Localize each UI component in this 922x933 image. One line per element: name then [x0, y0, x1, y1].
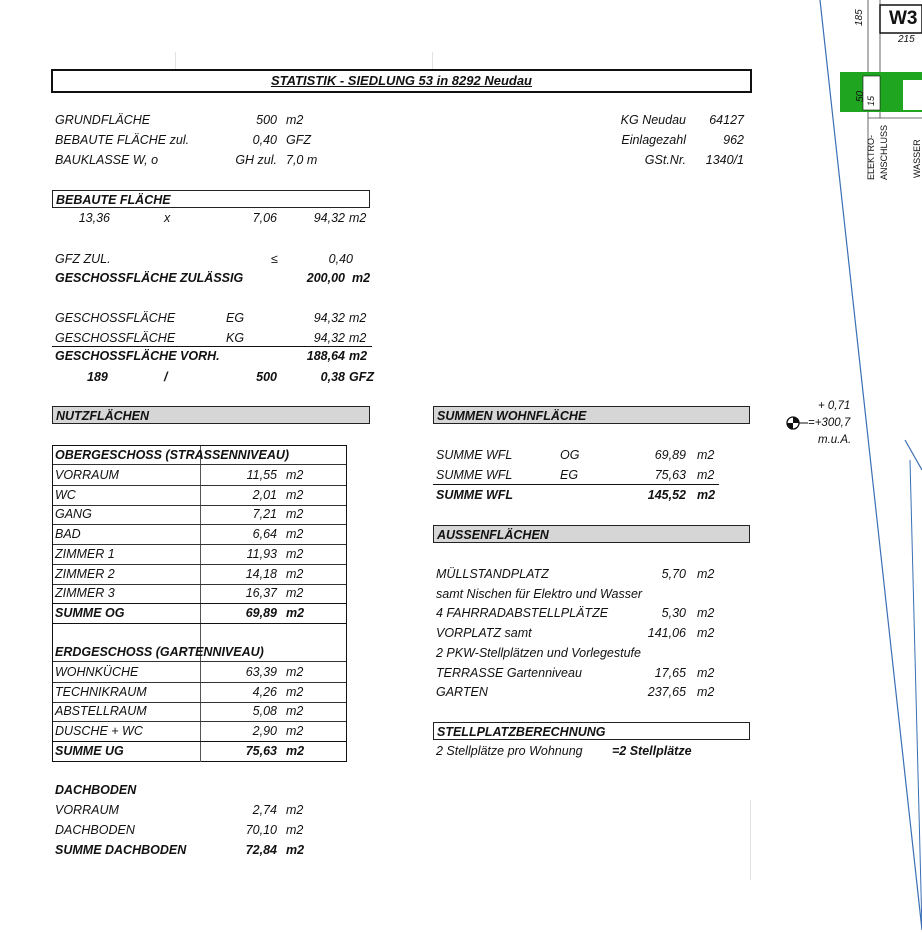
info-unit: 7,0 m	[286, 153, 318, 167]
wfl-label: SUMME WFL	[436, 468, 513, 482]
dach-label: DACHBODEN	[55, 823, 135, 837]
room-unit: m2	[286, 724, 304, 739]
dim-15: 15	[866, 95, 876, 106]
dach-value: 70,10	[245, 823, 277, 837]
room-unit: m2	[286, 468, 304, 482]
info-value: 962	[723, 133, 744, 147]
dach-header: DACHBODEN	[55, 783, 137, 797]
dach-label: VORRAUM	[55, 803, 119, 817]
aussen-value: 5,70	[661, 567, 686, 581]
eg-total-label: SUMME UG	[55, 744, 124, 758]
room-label: VORRAUM	[55, 468, 119, 482]
marker-top: W3	[889, 8, 918, 29]
geschoss-value: 94,32	[313, 331, 345, 345]
level-marker-icon	[786, 414, 808, 434]
room-value: 63,39	[245, 665, 277, 679]
bebaute-a: 13,36	[78, 211, 110, 225]
geschoss-value: 94,32	[313, 311, 345, 325]
room-unit: m2	[286, 684, 304, 699]
info-value: 64127	[709, 113, 744, 127]
calc-b: 500	[256, 370, 277, 384]
info-value: 500	[256, 113, 277, 127]
nutzflaechen-header: NUTZFLÄCHEN	[52, 406, 370, 424]
eg-total-value: 75,63	[245, 744, 277, 758]
bebaute-x: x	[164, 211, 171, 225]
guide-line	[750, 800, 751, 880]
aussen-header: AUSSENFLÄCHEN	[433, 525, 750, 543]
wfl-level: EG	[560, 468, 579, 482]
dim-215: 215	[898, 34, 915, 45]
room-value: 2,90	[252, 724, 277, 739]
aussen-unit: m2	[697, 626, 715, 641]
dim-185: 185	[854, 9, 865, 26]
wfl-total-label: SUMME WFL	[436, 488, 514, 502]
calc-a: 189	[87, 370, 108, 384]
geschoss-total-label: GESCHOSSFLÄCHE VORH.	[55, 349, 220, 363]
gfz-label: GFZ ZUL.	[55, 252, 111, 266]
gfz-zul-label: GESCHOSSFLÄCHE ZULÄSSIG	[55, 271, 244, 285]
room-label: ZIMMER 2	[55, 566, 115, 581]
room-label: DUSCHE + WC	[55, 724, 143, 739]
room-unit: m2	[286, 704, 304, 719]
geschoss-level: EG	[226, 311, 245, 325]
room-label: BAD	[55, 527, 81, 542]
guide-line	[175, 52, 176, 70]
dach-unit: m2	[286, 823, 304, 837]
wfl-value: 69,89	[654, 448, 686, 462]
room-value: 16,37	[245, 586, 277, 601]
wfl-total-unit: m2	[697, 488, 716, 502]
info-value: 0,40	[252, 133, 277, 147]
level-value-3: m.u.A.	[818, 434, 852, 446]
info-unit: m2	[286, 113, 304, 127]
room-label: ZIMMER 1	[55, 546, 115, 561]
room-unit: m2	[286, 507, 304, 522]
dim-50: 50	[855, 90, 866, 102]
aussen-label: GARTEN	[436, 685, 488, 700]
info-value: GH zul.	[235, 153, 277, 167]
dach-total-value: 72,84	[245, 843, 277, 857]
bebaute-b: 7,06	[252, 211, 277, 225]
eg-header: ERDGESCHOSS (GARTENNIVEAU)	[55, 645, 264, 659]
aussen-label: TERRASSE Gartenniveau	[436, 665, 582, 680]
elektro-label: ELEKTRO-	[866, 134, 876, 180]
level-value-1: + 0,71	[818, 400, 851, 412]
wohnflaeche-header: SUMMEN WOHNFLÄCHE	[433, 406, 750, 424]
gfz-value: 0,40	[328, 252, 353, 266]
room-value: 4,26	[252, 684, 277, 699]
wfl-total-value: 145,52	[647, 488, 686, 502]
room-label: WC	[55, 487, 76, 502]
guide-line	[432, 52, 433, 70]
info-label: BAUKLASSE W, o	[55, 153, 159, 167]
aussen-label: MÜLLSTANDPLATZ	[436, 567, 549, 581]
og-total-value: 69,89	[245, 606, 277, 620]
aussen-unit: m2	[697, 606, 715, 621]
wfl-label: SUMME WFL	[436, 448, 513, 462]
geschoss-unit: m2	[349, 311, 367, 325]
dach-unit: m2	[286, 803, 304, 817]
geschoss-level: KG	[226, 331, 245, 345]
geschoss-label: GESCHOSSFLÄCHE	[55, 331, 176, 345]
room-unit: m2	[286, 487, 304, 502]
room-value: 14,18	[245, 566, 277, 581]
room-unit: m2	[286, 665, 304, 679]
room-value: 7,21	[252, 507, 277, 522]
column-separator	[200, 446, 201, 762]
room-unit: m2	[286, 527, 304, 542]
room-label: WOHNKÜCHE	[55, 665, 139, 679]
calc-op: /	[164, 370, 168, 384]
eg-total-unit: m2	[286, 744, 305, 758]
room-label: ZIMMER 3	[55, 586, 115, 601]
geschoss-label: GESCHOSSFLÄCHE	[55, 311, 176, 325]
aussen-label: 4 FAHRRADABSTELLPLÄTZE	[436, 606, 609, 621]
level-value-2: =+300,7	[808, 417, 851, 429]
calc-unit: GFZ	[349, 370, 374, 384]
stellplatz-text: 2 Stellplätze pro Wohnung	[436, 744, 583, 758]
geschoss-total-unit: m2	[349, 349, 368, 363]
row-line	[53, 464, 346, 465]
bebaute-unit: m2	[349, 211, 367, 225]
aussen-value: 141,06	[647, 626, 686, 641]
room-unit: m2	[286, 586, 304, 601]
divider	[53, 603, 346, 604]
dach-value: 2,74	[252, 803, 277, 817]
divider	[52, 346, 372, 347]
aussen-value: 5,30	[661, 606, 686, 621]
divider	[53, 741, 346, 742]
room-value: 11,93	[246, 546, 277, 561]
anschluss-label: ANSCHLUSS	[879, 124, 889, 180]
aussen-value: 237,65	[647, 685, 686, 700]
wfl-unit: m2	[697, 448, 715, 462]
wasser-label: WASSER	[912, 139, 922, 178]
info-label: Einlagezahl	[621, 133, 686, 147]
info-label: GSt.Nr.	[644, 153, 686, 167]
dach-total-label: SUMME DACHBODEN	[55, 843, 187, 857]
room-label: ABSTELLRAUM	[55, 704, 147, 719]
info-unit: GFZ	[286, 133, 311, 147]
wfl-unit: m2	[697, 468, 715, 482]
info-label: BEBAUTE FLÄCHE zul.	[55, 133, 190, 147]
og-header: OBERGESCHOSS (STRASSENNIVEAU)	[55, 448, 290, 462]
aussen-label: VORPLATZ samt	[436, 626, 532, 641]
aussen-value: 17,65	[654, 665, 686, 680]
room-label: TECHNIKRAUM	[55, 684, 147, 699]
room-unit: m2	[286, 566, 304, 581]
stellplatz-header: STELLPLATZBERECHNUNG	[433, 722, 750, 740]
aussen-label: 2 PKW-Stellplätzen und Vorlegestufe	[436, 645, 641, 660]
bebaute-result: 94,32	[313, 211, 345, 225]
room-value: 11,55	[246, 468, 277, 482]
info-value: 1340/1	[705, 153, 744, 167]
aussen-label: samt Nischen für Elektro und Wasser	[436, 586, 643, 601]
room-label: GANG	[55, 507, 92, 522]
room-value: 5,08	[252, 704, 277, 719]
divider	[433, 484, 719, 485]
aussen-unit: m2	[697, 567, 715, 581]
page-title: STATISTIK - SIEDLUNG 53 in 8292 Neudau	[51, 69, 752, 93]
room-unit: m2	[286, 546, 304, 561]
dach-total-unit: m2	[286, 843, 305, 857]
aussen-unit: m2	[697, 685, 715, 700]
og-total-unit: m2	[286, 606, 305, 620]
aussen-unit: m2	[697, 665, 715, 680]
row-line	[53, 661, 346, 662]
stellplatz-result: =2 Stellplätze	[612, 744, 692, 758]
room-value: 6,64	[252, 527, 277, 542]
gfz-zul-value: 200,00	[306, 271, 345, 285]
gfz-zul-unit: m2	[352, 271, 371, 285]
info-label: KG Neudau	[620, 113, 686, 127]
geschoss-total-value: 188,64	[306, 349, 345, 363]
calc-result: 0,38	[320, 370, 345, 384]
divider	[53, 623, 346, 624]
room-value: 2,01	[252, 487, 277, 502]
gfz-sym: ≤	[271, 252, 278, 266]
bebaute-header: BEBAUTE FLÄCHE	[52, 190, 370, 208]
wfl-level: OG	[560, 448, 580, 462]
og-total-label: SUMME OG	[55, 606, 125, 620]
wfl-value: 75,63	[654, 468, 686, 482]
info-label: GRUNDFLÄCHE	[55, 113, 151, 127]
geschoss-unit: m2	[349, 331, 367, 345]
